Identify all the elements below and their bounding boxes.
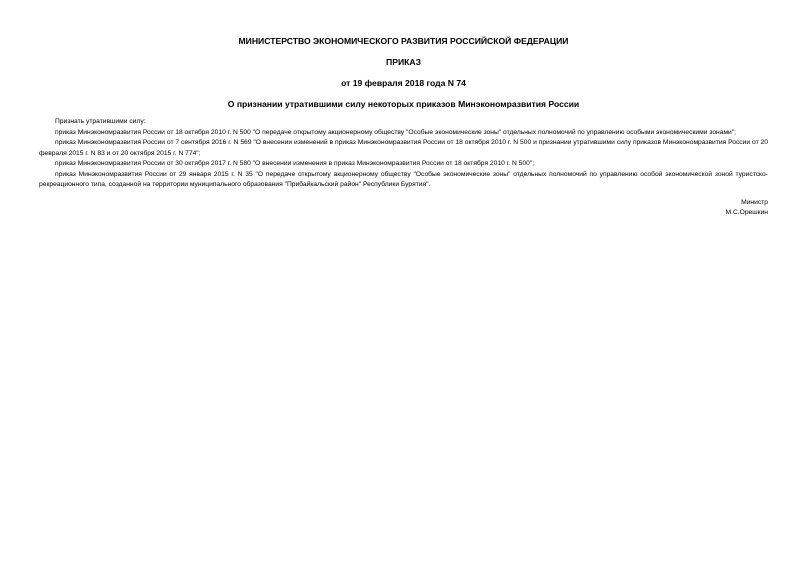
document-title: О признании утратившими силу некоторых приказов Минэкономразвития России <box>227 99 580 109</box>
list-item: приказ Минэкономразвития России от 7 сентября 2016 г. N 569 "О внесении изменений в приказ Минэкономразвития России от 18 октября 2010 г. N 500 и признании утратившими силу приказов Минэкономразвития России от 20 февраля 2015 г. N 83 и от 20 октября 2015 г. N 774"; <box>39 139 768 157</box>
list-item: приказ Минэкономразвития России от 29 января 2015 г. N 35 "О передаче открытому акционерному обществу "Особые экономические зоны" отдельных полномочий по управлению особой экономической зоной туристско-рекреационного типа, созданной на территории муниципального образования "Прибайкальский район" Республики Бурятия". <box>39 170 768 188</box>
signatory-name: М.С.Орешкин <box>725 209 768 217</box>
ministry-name: МИНИСТЕРСТВО ЭКОНОМИЧЕСКОГО РАЗВИТИЯ РОССИЙСКОЙ ФЕДЕРАЦИИ <box>238 36 569 46</box>
signature-block <box>726 198 768 219</box>
document-type: ПРИКАЗ <box>386 57 421 67</box>
document-date-number: от 19 февраля 2018 года N 74 <box>341 78 466 88</box>
document-body <box>39 117 768 190</box>
list-item: приказ Минэкономразвития России от 30 октября 2017 г. N 580 "О внесении изменения в приказ Минэкономразвития России от 18 октября 2010 г. N 500"; <box>55 160 535 168</box>
list-item: приказ Минэкономразвития России от 18 октября 2010 г. N 500 "О передаче открытому акционерному обществу "Особые экономические зоны" отдельных полномочий по управлению особыми экономическими зонами"; <box>55 128 737 136</box>
signatory-position: Министр <box>741 199 768 206</box>
intro-paragraph: Признать утратившими силу: <box>55 118 146 125</box>
